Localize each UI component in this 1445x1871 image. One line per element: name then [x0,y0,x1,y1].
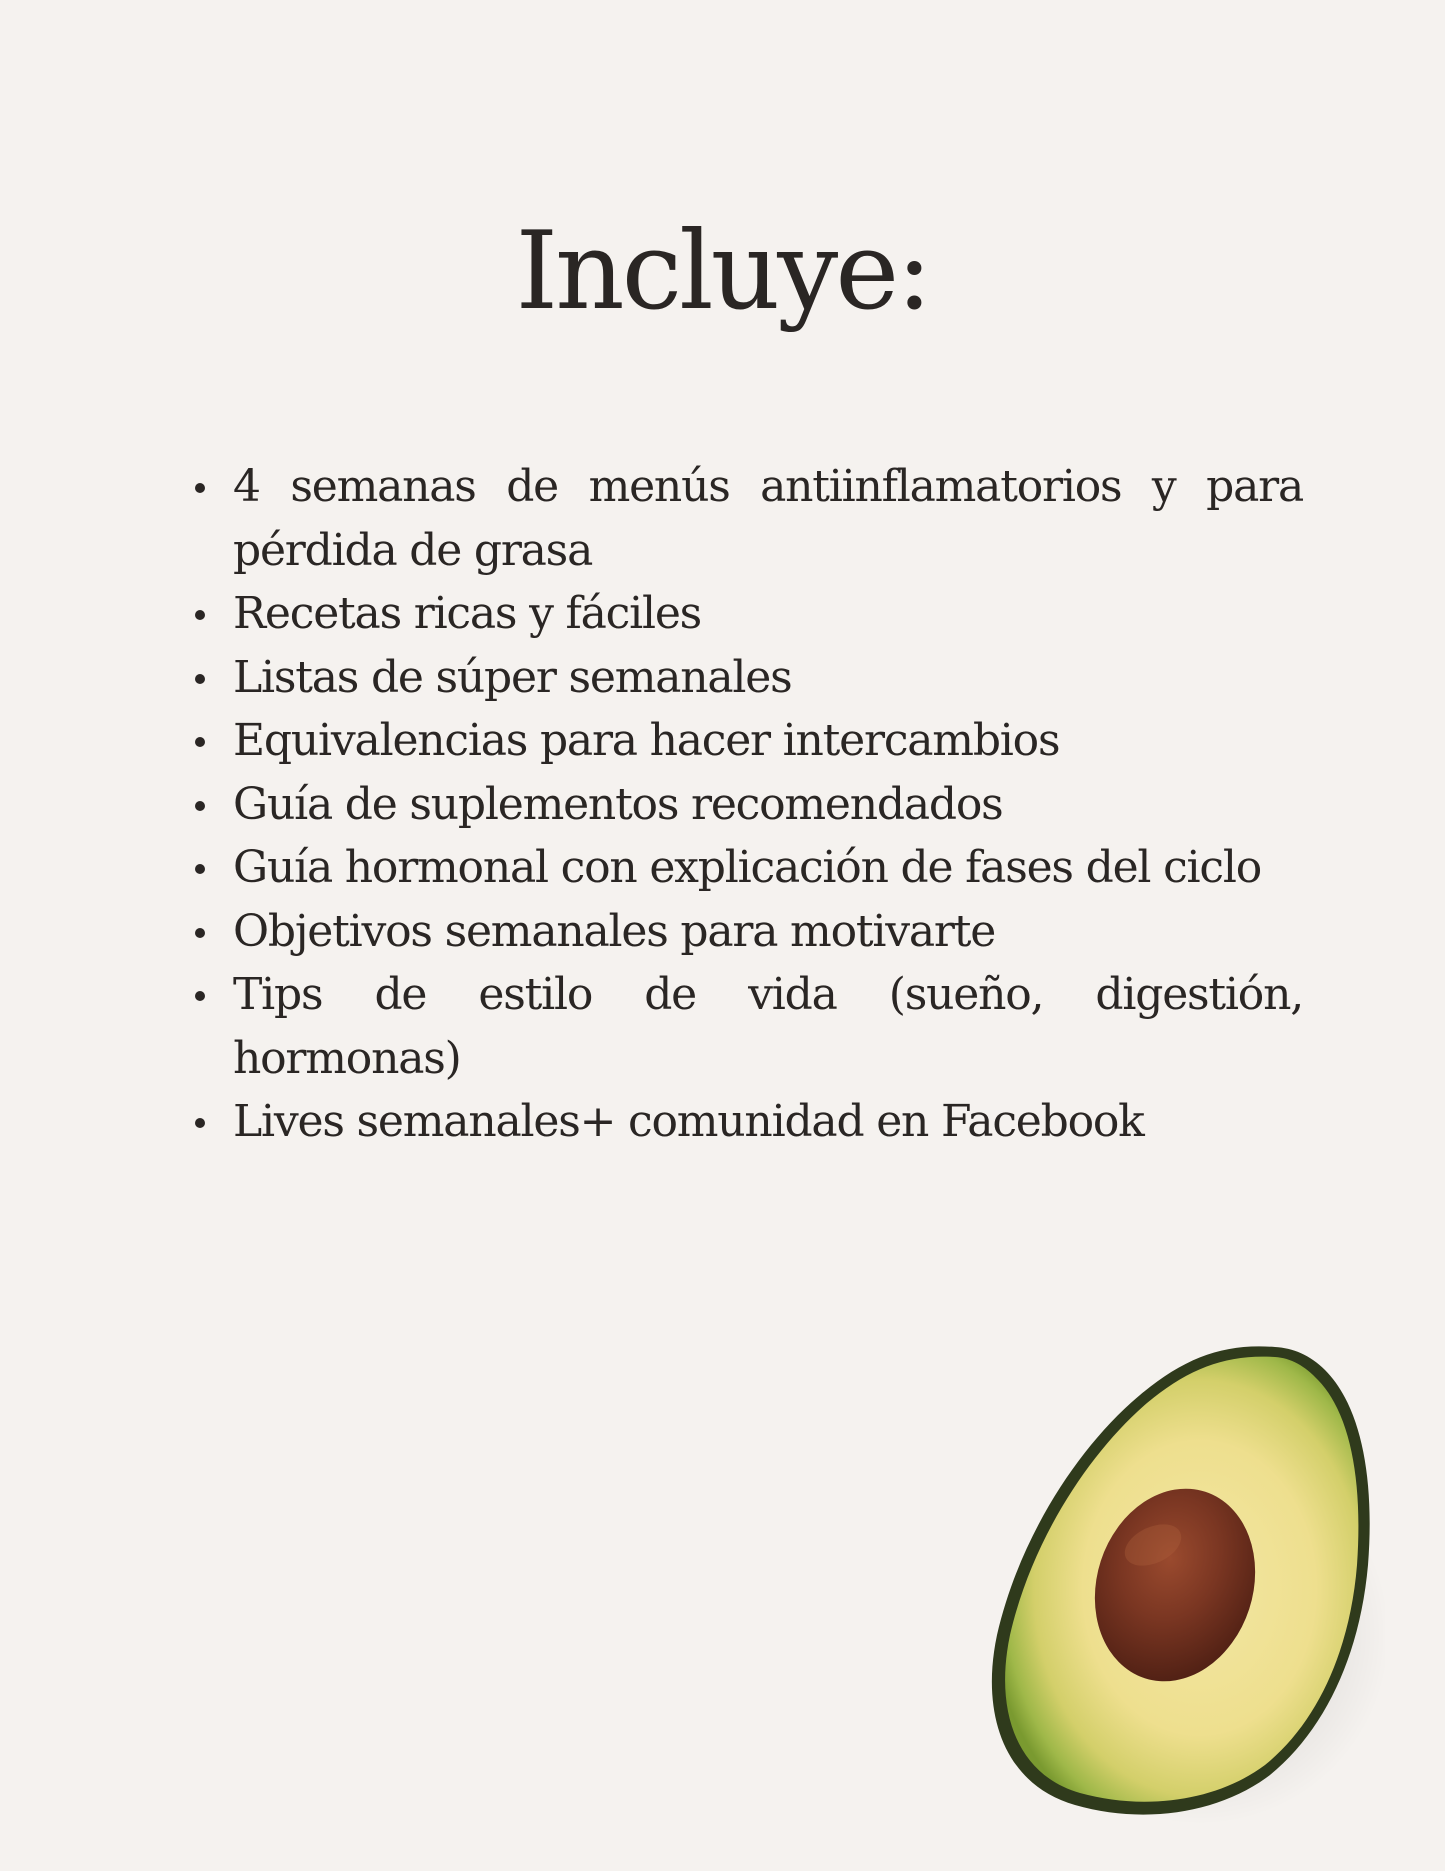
bullet-icon [195,1118,205,1128]
list-item [233,646,1303,710]
list-item [233,900,1303,964]
bullet-icon [195,737,205,747]
list-item [233,582,1303,646]
page-title: Incluye: [515,209,930,334]
list-item-text: Listas de súper semanales [233,651,792,703]
includes-list [233,455,1303,1154]
list-item-text: Recetas ricas y fáciles [233,588,702,639]
bullet-icon [195,610,205,620]
list-item-text: Objetivos semanales para motivarte [233,905,996,957]
bullet-icon [195,801,205,811]
bullet-icon [195,674,205,684]
list-item [233,1090,1303,1154]
bullet-icon [195,483,205,493]
list-item-text: Tips de estilo de vida (sueño, digestión, hormonas) [233,969,1303,1084]
list-item [233,709,1303,773]
list-item-text: Guía de suplementos recomendados [233,778,1003,830]
list-item-text: Lives semanales+ comunidad en Facebook [233,1096,1144,1147]
bullet-icon [195,928,205,938]
list-item [233,963,1303,1090]
bullet-icon [195,864,205,874]
list-item [233,773,1303,837]
list-item [233,455,1303,582]
list-item-text: Guía hormonal con explicación de fases del ciclo [233,842,1261,893]
list-item [233,836,1303,900]
list-item-text: 4 semanas de menús antiinflamatorios y para pérdida de grasa [233,461,1303,576]
bullet-icon [195,991,205,1001]
list-item-text: Equivalencias para hacer intercambios [233,715,1060,766]
avocado-half-icon [975,1335,1385,1835]
